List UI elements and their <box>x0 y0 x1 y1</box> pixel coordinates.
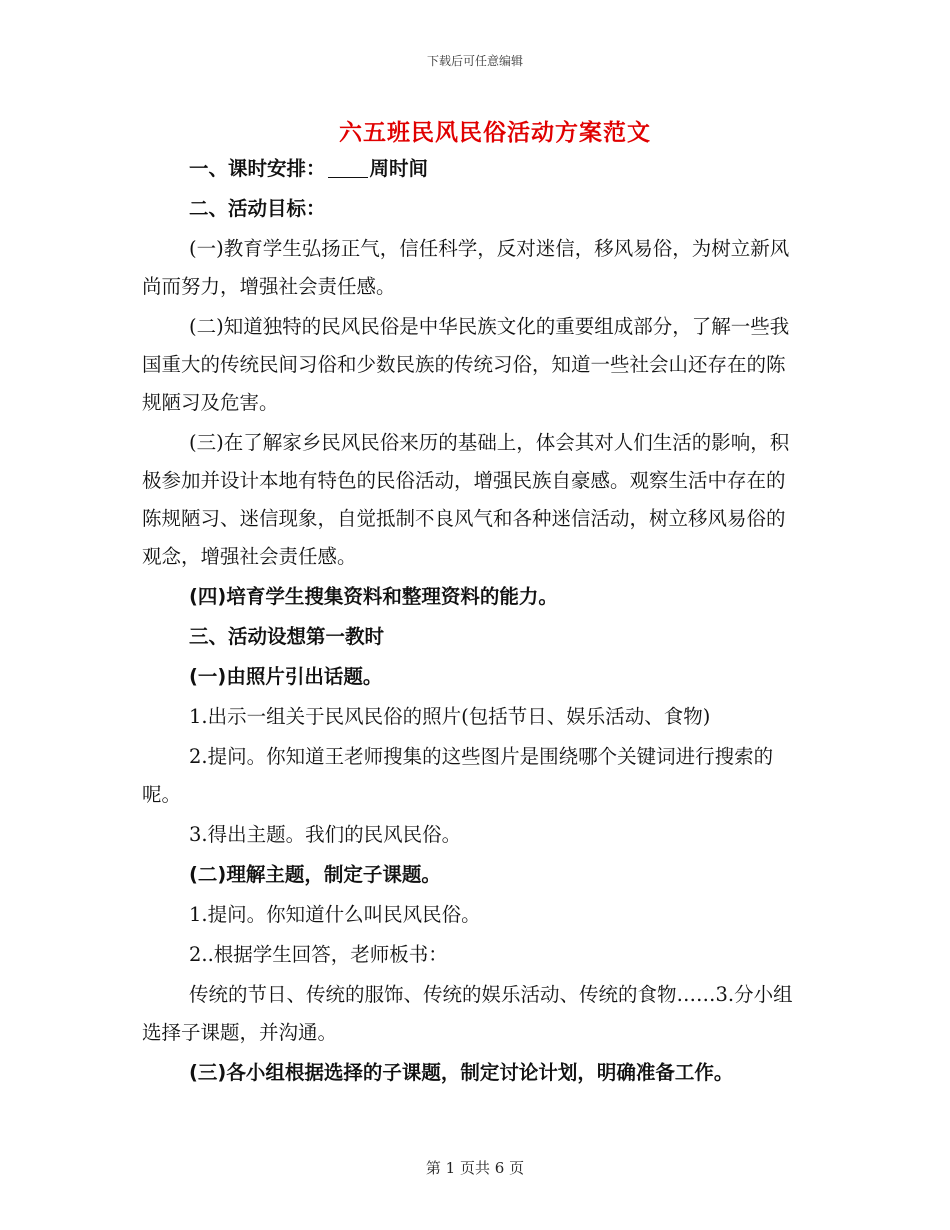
part-3-heading: (三)各小组根据选择的子课题，制定讨论计划，明确准备工作。 <box>189 1061 734 1084</box>
section-plan: 三、活动设想第一教时 <box>189 625 385 648</box>
document-body <box>142 150 798 1094</box>
schedule-label: 一、课时安排： <box>189 157 326 180</box>
schedule-unit: 周时间 <box>369 157 429 180</box>
section-schedule <box>142 150 798 188</box>
section-goals: 二、活动目标： <box>189 197 326 220</box>
part-1-item-2: 2.提问。你知道王老师搜集的这些图片是围绕哪个关键词进行搜索的呢。 <box>142 745 774 806</box>
document-title: 六五班民风民俗活动方案范文 <box>339 120 651 146</box>
goal-paragraph-3: (三)在了解家乡民风民俗来历的基础上，体会其对人们生活的影响，积极参加并设计本地有特色的民俗活动，增强民族自豪感。观察生活中存在的陈规陋习、迷信现象，自觉抵制不良风气和各种迷信活动，树立移风易俗的观念，增强社会责任感。 <box>142 431 790 568</box>
part-2-heading: (二)理解主题，制定子课题。 <box>189 863 441 886</box>
schedule-blank <box>328 158 368 179</box>
part-2-item-3: 传统的节日、传统的服饰、传统的娱乐活动、传统的食物……3.分小组选择子课题，并沟通。 <box>142 983 793 1044</box>
part-1-heading: (一)由照片引出话题。 <box>189 665 383 688</box>
part-2-item-2: 2..根据学生回答，老师板书： <box>189 943 448 966</box>
page-header: 下载后可任意编辑 <box>426 54 523 68</box>
goal-paragraph-2: (二)知道独特的民风民俗是中华民族文化的重要组成部分，了解一些我国重大的传统民间习俗和少数民族的传统习俗，知道一些社会山还存在的陈规陋习及危害。 <box>142 315 790 414</box>
part-1-item-3: 3.得出主题。我们的民风民俗。 <box>189 823 462 846</box>
page-footer: 第 1 页共 6 页 <box>425 1159 525 1177</box>
goal-paragraph-1: (一)教育学生弘扬正气，信任科学，反对迷信，移风易俗，为树立新风尚而努力，增强社会责任感。 <box>142 237 790 298</box>
goal-paragraph-4: (四)培育学生搜集资料和整理资料的能力。 <box>189 585 558 608</box>
part-2-item-1: 1.提问。你知道什么叫民风民俗。 <box>189 903 481 926</box>
part-1-item-1: 1.出示一组关于民风民俗的照片(包括节日、娱乐活动、食物) <box>189 705 711 728</box>
